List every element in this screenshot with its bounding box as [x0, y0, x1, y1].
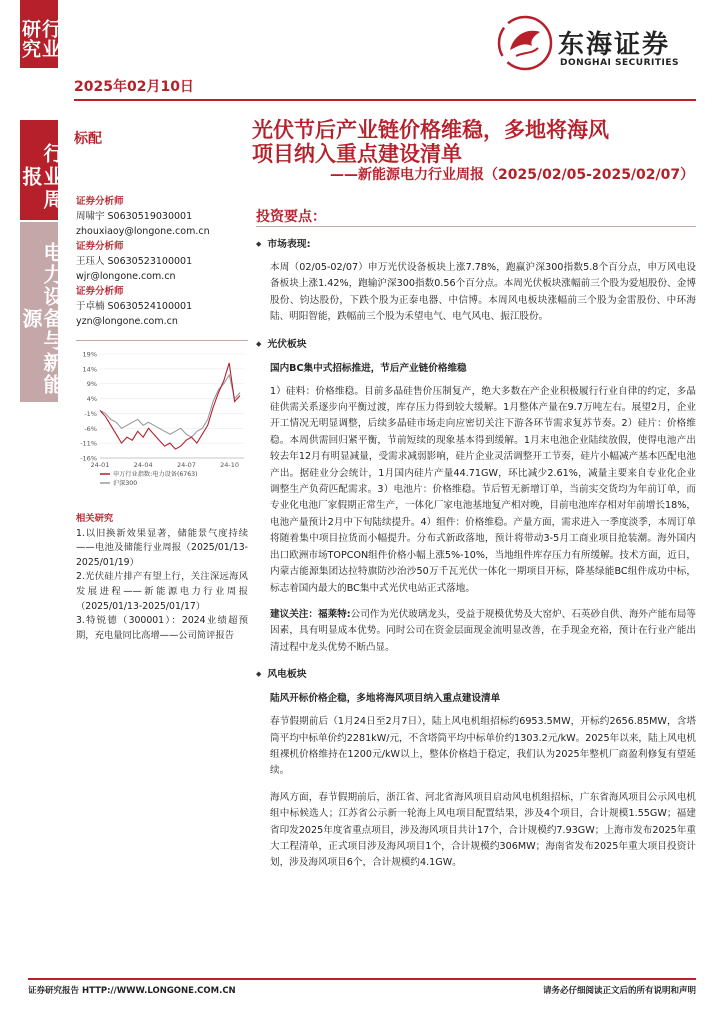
report-date: 2025年02月10日 [74, 79, 194, 95]
x-tick-label: 24-01 [90, 461, 110, 469]
title-line-1: 光伏节后产业链价格维稳，多地将海风 [252, 118, 609, 142]
analyst-name: 王珏人 S0630523100001 [76, 256, 193, 267]
side-tab-sector [19, 222, 64, 402]
analyst-divider [76, 340, 248, 341]
y-tick-label: 19% [82, 350, 97, 359]
y-tick-label: -16% [80, 454, 97, 463]
wind-title: ◆ 风电板块 [256, 666, 696, 680]
rating: 标配 [74, 131, 102, 147]
header-divider [74, 99, 696, 101]
x-tick-label: 24-10 [220, 461, 240, 469]
wind-subheading: 陆风开标价格企稳，多地将海风项目纳入重点建设清单 [270, 693, 501, 705]
series-line-1 [100, 375, 240, 437]
report-title [252, 118, 609, 166]
analyst-email[interactable]: zhouxiaoy@longone.com.cn [76, 226, 210, 237]
side-tab-text: 行业研究 [19, 19, 61, 59]
wind-text-2: 海风方面，春节假期前后，浙江省、河北省海风项目启动风电机组招标，广东省海风项目公示风电机组中标候选人；江苏省公示新一轮海上风电项目配置结果，涉及4个项目，合计规模1.55GW；福建省印发2025年度省重点项目，涉及海风项目共计17个，合计规模约7.93GW；上海市发布2025年重大工程清单，正式项目涉及海风项目1个，合计规模约306MW；海南省发布2025年重大项目投资计划，涉及海风项目6个，合计规模约4.1GW。 [270, 791, 696, 869]
related-research [76, 512, 248, 643]
pv-subheading: 国内BC集中式招标推进，节后产业链价格维稳 [270, 362, 467, 374]
related-item-1[interactable]: 1.以旧换新效果显著，储能景气度持续——电池及储能行业周报（2025/01/13-2025/01/19） [76, 527, 248, 568]
logo-cn: 东海证券 [558, 30, 671, 60]
analyst-role: 证券分析师 [76, 196, 124, 207]
side-tab-text: 电力设备与新能源 [19, 242, 64, 396]
main-content [256, 236, 696, 872]
pv-advice-text: 公司作为光伏玻璃龙头，受益于规模优势及大窑炉、石英砂自供、海外产能布局等因素，具有明显成本优势。同时公司在资金层面现金流明显改善，在手现金充裕，预计在行业产能出清过程中龙头优势不断凸显。 [270, 608, 696, 653]
y-tick-label: -6% [84, 424, 97, 433]
pv-text: 1）硅料：价格维稳。目前多晶硅售价压制复产，绝大多数在产企业积极履行行业自律的约定，多晶硅供需关系逐步向平衡过渡，库存压力得到较大缓解。1月整体产量在9.7万吨左右。展望2月，企业开工情况无明显调整，后续多晶硅市场走向应密切关注下游各环节需求复苏节奏。2）硅片：价格维稳。本周供需回归紧平衡，节前短续的现象基本得到缓解。1月末电池企业陆续放假，使得电池产出较去年12月有明显减量，受需求减弱影响，硅片企业灵活调整开工节奏，硅片小幅减产基本匹配电池产出。据硅业分会统计，1月国内硅片产量44.71GW，环比减少2.61%，减量主要来自专业化企业调整生产负荷匹配需求。3）电池片：价格维稳。节后暂无新增订单，当前实交货均为年前订单，而专业化电池厂家假期正常生产，一体化厂家电池基地复产相对晚，目前电池库存相对年前增长18%，电池产量预计2月中下旬陆续提升。4）组件：价格维稳。产量方面，需求进入一季度淡季，本周订单将随着集中项目拉货而小幅提升。分布式新政落地，预计将带动3-5月工商业项目抢装潮。海外国内出口欧洲市场TOPCON组件价格小幅上涨5%-10%，当地组件库存压力有所缓解。技术方面，近日，内蒙古能源集团达拉特旗防沙治沙50万千瓦光伏一体化一期项目开标，降基绿能BC组件成功中标，标志着国内最大的BC集中式光伏电站正式落地。 [270, 385, 697, 594]
logo-dragon-icon [496, 14, 554, 72]
price-chart [74, 346, 250, 496]
series-line-0 [100, 363, 240, 449]
side-tab-weekly [19, 120, 64, 220]
x-tick-label: 24-04 [133, 461, 153, 469]
y-tick-label: 9% [86, 380, 97, 389]
pv-advice [256, 607, 696, 656]
analyst-block [76, 194, 246, 329]
x-tick-label: 24-07 [176, 461, 196, 469]
pv-advice-label: 建议关注：福莱特: [270, 608, 351, 620]
wind-text-1: 春节假期前后（1月24日至2月7日），陆上风电机组招标约6953.5MW，开标约2656.85MW，含塔筒平均中标单价约2281kW/元，不含塔筒平均中标单价约1303.2元/kW。2025年以来，陆上风电机组裸机价格维持在1200元/kW以上，整体价格趋于稳定，我们认为2025年整机厂商盈利修复有望延续。 [270, 716, 696, 777]
market-title: ◆ 市场表现: [256, 236, 696, 250]
y-tick-label: -1% [84, 409, 97, 418]
side-tab-text: 行业周报 [19, 142, 64, 212]
footer-divider [28, 978, 696, 980]
title-line-2: 项目纳入重点建设清单 [252, 142, 462, 166]
market-text: 本周（02/05-02/07）申万光伏设备板块上涨7.78%，跑赢沪深300指数5.8个百分点，申万风电设备板块上涨1.42%，跑输沪深300指数0.56个百分点。本周光伏板块涨幅前三个股为爱旭股份、金博股份、钧达股份，下跌个股为正泰电器、中信博。本周风电板块涨幅前三个股为金雷股份、中环海陆、明阳智能，跌幅前三个股为禾望电气、电气风电、振江股份。 [270, 262, 696, 323]
logo-en: DONGHAI SECURITIES [560, 58, 679, 68]
pv-title: ◆ 光伏板块 [256, 336, 696, 350]
y-tick-label: -11% [80, 439, 97, 448]
analyst-role: 证券分析师 [76, 241, 124, 252]
analyst-email[interactable]: yzn@longone.com.cn [76, 316, 178, 327]
investment-highlights-heading: 投资要点： [256, 209, 326, 225]
y-tick-label: 14% [82, 365, 97, 374]
report-subtitle: ——新能源电力行业周报（2025/02/05-2025/02/07） [330, 167, 695, 183]
highlights-underline [256, 226, 696, 227]
related-heading: 相关研究 [76, 513, 114, 524]
side-tab-industry-research [19, 0, 61, 68]
related-item-3[interactable]: 3.特锐德（300001）：2024业绩超预期，充电量同比高增——公司简评报告 [76, 615, 248, 641]
footer-left[interactable]: 证券研究报告 HTTP://WWW.LONGONE.COM.CN [28, 986, 236, 996]
y-tick-label: 4% [86, 395, 97, 404]
legend-label: 沪深300 [113, 480, 138, 487]
legend-label: 申万行业指数:电力设备(6763) [113, 471, 198, 478]
company-logo [496, 14, 706, 74]
footer-right: 请务必仔细阅读正文后的所有说明和声明 [542, 986, 696, 996]
related-item-2[interactable]: 2.光伏硅片排产有望上行，关注深远海风发展进程——新能源电力行业周报（2025/01/13-2025/01/17） [76, 571, 248, 612]
analyst-role: 证券分析师 [76, 286, 124, 297]
analyst-name: 于卓楠 S0630524100001 [76, 301, 193, 312]
analyst-name: 周啸宇 S0630519030001 [76, 211, 193, 222]
analyst-email[interactable]: wjr@longone.com.cn [76, 271, 176, 282]
